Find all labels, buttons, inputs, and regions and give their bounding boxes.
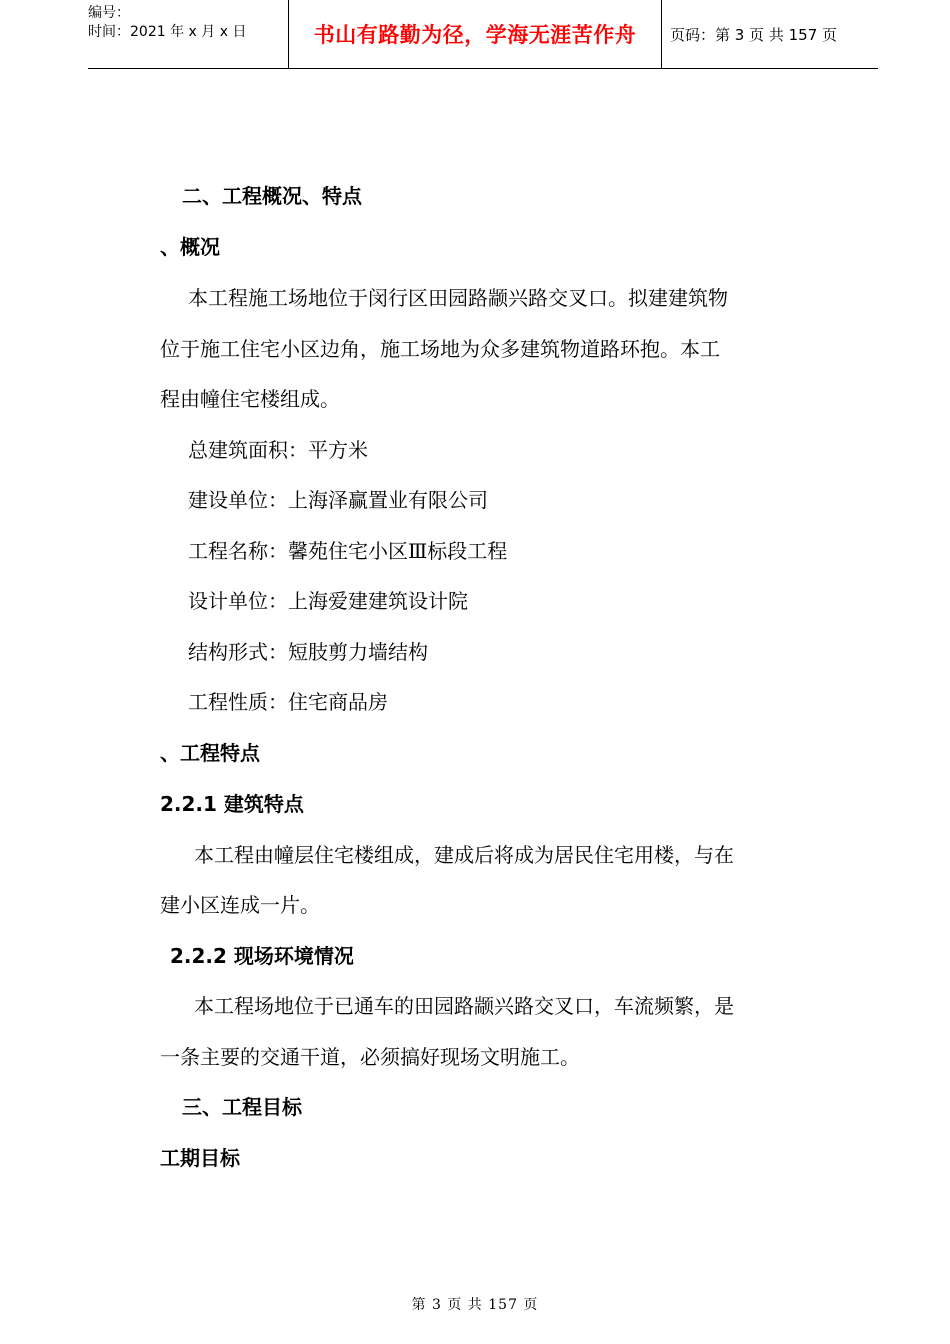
heading-overview: 、概况: [160, 235, 220, 259]
paragraph-1-line-2: 位于施工住宅小区边角，施工场地为众多建筑物道路环抱。本工: [160, 337, 720, 361]
page-header: [88, 0, 878, 69]
header-number-label: 编号：: [88, 5, 130, 21]
paragraph-1-line-1: 本工程施工场地位于闵行区田园路颛兴路交叉口。拟建建筑物: [188, 286, 728, 310]
page-footer: 第 3 页 共 157 页: [411, 1297, 539, 1313]
paragraph-2-line-2: 建小区连成一片。: [160, 893, 320, 917]
header-motto: 书山有路勤为径，学海无涯苦作舟: [288, 0, 662, 68]
header-meta: [88, 0, 288, 68]
heading-goals: 三、工程目标: [182, 1095, 302, 1119]
construction-unit: 建设单位：上海泽赢置业有限公司: [188, 488, 488, 512]
structure-type: 结构形式：短肢剪力墙结构: [188, 640, 428, 664]
heading-overview-features: 二、工程概况、特点: [182, 184, 362, 208]
design-unit: 设计单位：上海爱建建筑设计院: [188, 589, 468, 613]
paragraph-1-line-3: 程由幢住宅楼组成。: [160, 387, 340, 411]
header-date-label: 时间：2021 年 x 月 x 日: [88, 24, 247, 40]
heading-features: 、工程特点: [160, 741, 260, 765]
project-nature: 工程性质：住宅商品房: [188, 690, 388, 714]
paragraph-3-line-1: 本工程场地位于已通车的田园路颛兴路交叉口，车流频繁，是: [194, 994, 734, 1018]
heading-2-2-1: 2.2.1 建筑特点: [160, 792, 304, 816]
total-area: 总建筑面积：平方米: [188, 438, 368, 462]
paragraph-2-line-1: 本工程由幢层住宅楼组成，建成后将成为居民住宅用楼，与在: [194, 843, 734, 867]
paragraph-3-line-2: 一条主要的交通干道，必须搞好现场文明施工。: [160, 1045, 580, 1069]
heading-schedule-goal: 工期目标: [160, 1146, 240, 1170]
heading-2-2-2: 2.2.2 现场环境情况: [170, 944, 354, 968]
header-page-label: 页码：第 3 页 共 157 页: [670, 25, 838, 44]
project-name: 工程名称：馨苑住宅小区Ⅲ标段工程: [188, 539, 508, 563]
